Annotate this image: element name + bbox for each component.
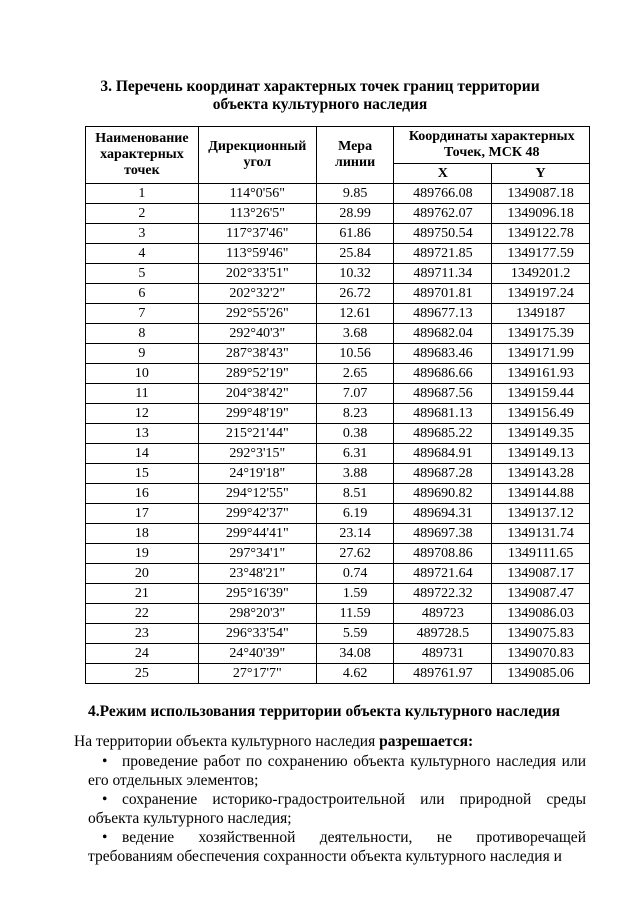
- cell-point: 23: [86, 624, 199, 644]
- cell-measure: 26.72: [316, 284, 394, 304]
- table-row: [86, 564, 590, 584]
- cell-x: 489701.81: [394, 284, 492, 304]
- cell-point: 17: [86, 504, 199, 524]
- cell-y: 1349149.13: [492, 444, 590, 464]
- cell-x: 489711.34: [394, 264, 492, 284]
- cell-x: 489682.04: [394, 324, 492, 344]
- cell-angle: 299°42'37": [198, 504, 316, 524]
- cell-angle: 297°34'1": [198, 544, 316, 564]
- section-3-title-line-2: объекта культурного наследия: [212, 96, 428, 113]
- cell-measure: 4.62: [316, 664, 394, 684]
- header-x: X: [394, 164, 492, 184]
- cell-angle: 292°40'3": [198, 324, 316, 344]
- table-row: [86, 524, 590, 544]
- table-row: [86, 464, 590, 484]
- table-row: [86, 584, 590, 604]
- section-3-title-line-1: 3. Перечень координат характерных точек границ территории: [100, 78, 540, 95]
- cell-y: 1349087.18: [492, 184, 590, 204]
- cell-point: 11: [86, 384, 199, 404]
- header-point-name: Наименование характерных точек: [86, 127, 199, 184]
- cell-angle: 287°38'43": [198, 344, 316, 364]
- table-row: [86, 324, 590, 344]
- cell-angle: 114°0'56": [198, 184, 316, 204]
- cell-point: 16: [86, 484, 199, 504]
- cell-y: 1349171.99: [492, 344, 590, 364]
- cell-y: 1349131.74: [492, 524, 590, 544]
- cell-x: 489722.32: [394, 584, 492, 604]
- table-row: [86, 604, 590, 624]
- bullet-1-line-2: его отдельных элементов;: [88, 772, 259, 789]
- cell-y: 1349201.2: [492, 264, 590, 284]
- bullet-3-line-1: [88, 828, 586, 847]
- cell-point: 14: [86, 444, 199, 464]
- cell-x: 489708.86: [394, 544, 492, 564]
- cell-point: 5: [86, 264, 199, 284]
- cell-point: 18: [86, 524, 199, 544]
- cell-point: 24: [86, 644, 199, 664]
- bullet-3-text: ведение хозяйственной деятельности, не противоречащей: [122, 829, 586, 846]
- bullet-2-line-2: объекта культурного наследия;: [88, 810, 292, 827]
- cell-measure: 12.61: [316, 304, 394, 324]
- table-row: [86, 404, 590, 424]
- bullet-3-line-2: требованиям обеспечения сохранности объекта культурного наследия и: [88, 848, 562, 865]
- cell-point: 20: [86, 564, 199, 584]
- cell-measure: 0.74: [316, 564, 394, 584]
- table-row: [86, 344, 590, 364]
- cell-angle: 113°26'5": [198, 204, 316, 224]
- cell-x: 489681.13: [394, 404, 492, 424]
- cell-angle: 295°16'39": [198, 584, 316, 604]
- cell-y: 1349086.03: [492, 604, 590, 624]
- table-row: [86, 484, 590, 504]
- cell-y: 1349149.35: [492, 424, 590, 444]
- cell-x: 489723: [394, 604, 492, 624]
- cell-x: 489684.91: [394, 444, 492, 464]
- cell-angle: 298°20'3": [198, 604, 316, 624]
- cell-y: 1349161.93: [492, 364, 590, 384]
- cell-measure: 28.99: [316, 204, 394, 224]
- section-4-title: 4.Режим использования территории объекта культурного наследия: [88, 703, 561, 720]
- header-direction-angle: Дирекционный угол: [198, 127, 316, 184]
- cell-y: 1349197.24: [492, 284, 590, 304]
- coordinates-table: [85, 126, 590, 684]
- table-row: [86, 364, 590, 384]
- cell-measure: 2.65: [316, 364, 394, 384]
- cell-point: 25: [86, 664, 199, 684]
- bullet-2-line-1: [88, 790, 586, 809]
- cell-y: 1349187: [492, 304, 590, 324]
- cell-point: 22: [86, 604, 199, 624]
- cell-angle: 202°33'51": [198, 264, 316, 284]
- cell-x: 489750.54: [394, 224, 492, 244]
- cell-y: 1349087.17: [492, 564, 590, 584]
- cell-y: 1349156.49: [492, 404, 590, 424]
- cell-y: 1349070.83: [492, 644, 590, 664]
- table-row: [86, 184, 590, 204]
- cell-point: 3: [86, 224, 199, 244]
- cell-measure: 34.08: [316, 644, 394, 664]
- cell-angle: 202°32'2": [198, 284, 316, 304]
- cell-angle: 294°12'55": [198, 484, 316, 504]
- cell-x: 489690.82: [394, 484, 492, 504]
- cell-y: 1349137.12: [492, 504, 590, 524]
- cell-point: 15: [86, 464, 199, 484]
- table-row: [86, 424, 590, 444]
- cell-y: 1349159.44: [492, 384, 590, 404]
- header-y: Y: [492, 164, 590, 184]
- table-row: [86, 504, 590, 524]
- cell-measure: 6.19: [316, 504, 394, 524]
- cell-measure: 6.31: [316, 444, 394, 464]
- cell-point: 4: [86, 244, 199, 264]
- intro-bold: разрешается:: [379, 733, 474, 750]
- table-row: [86, 264, 590, 284]
- table-row: [86, 624, 590, 644]
- cell-point: 21: [86, 584, 199, 604]
- cell-y: 1349087.47: [492, 584, 590, 604]
- bullet-1-text: проведение работ по сохранению объекта культурного наследия или: [122, 753, 586, 770]
- cell-angle: 27°17'7": [198, 664, 316, 684]
- cell-y: 1349143.28: [492, 464, 590, 484]
- cell-y: 1349122.78: [492, 224, 590, 244]
- bullet-2-text: сохранение историко-градостроительной или природной среды: [122, 791, 586, 808]
- cell-angle: 292°55'26": [198, 304, 316, 324]
- section-3-title: [60, 78, 580, 114]
- cell-x: 489687.56: [394, 384, 492, 404]
- cell-x: 489685.22: [394, 424, 492, 444]
- cell-y: 1349177.59: [492, 244, 590, 264]
- bullet-marker: •: [102, 753, 108, 770]
- table-row: [86, 284, 590, 304]
- cell-angle: 299°48'19": [198, 404, 316, 424]
- cell-y: 1349075.83: [492, 624, 590, 644]
- cell-point: 1: [86, 184, 199, 204]
- permitted-list: [88, 752, 586, 866]
- cell-x: 489762.07: [394, 204, 492, 224]
- table-row: [86, 384, 590, 404]
- table-row: [86, 244, 590, 264]
- cell-point: 8: [86, 324, 199, 344]
- cell-point: 2: [86, 204, 199, 224]
- header-coordinates: Координаты характерных Точек, МСК 48: [394, 127, 590, 164]
- cell-point: 19: [86, 544, 199, 564]
- cell-x: 489694.31: [394, 504, 492, 524]
- cell-measure: 23.14: [316, 524, 394, 544]
- cell-x: 489721.64: [394, 564, 492, 584]
- cell-angle: 215°21'44": [198, 424, 316, 444]
- cell-x: 489677.13: [394, 304, 492, 324]
- permitted-intro: [74, 733, 473, 751]
- cell-x: 489721.85: [394, 244, 492, 264]
- cell-point: 12: [86, 404, 199, 424]
- cell-angle: 289°52'19": [198, 364, 316, 384]
- cell-angle: 117°37'46": [198, 224, 316, 244]
- cell-measure: 3.88: [316, 464, 394, 484]
- cell-x: 489683.46: [394, 344, 492, 364]
- table-row: [86, 304, 590, 324]
- cell-angle: 23°48'21": [198, 564, 316, 584]
- cell-point: 7: [86, 304, 199, 324]
- cell-point: 6: [86, 284, 199, 304]
- bullet-marker: •: [102, 791, 108, 808]
- cell-measure: 1.59: [316, 584, 394, 604]
- header-line-measure: Мера линии: [316, 127, 394, 184]
- cell-x: 489766.08: [394, 184, 492, 204]
- cell-angle: 24°19'18": [198, 464, 316, 484]
- cell-x: 489761.97: [394, 664, 492, 684]
- cell-measure: 8.51: [316, 484, 394, 504]
- cell-point: 13: [86, 424, 199, 444]
- cell-measure: 5.59: [316, 624, 394, 644]
- cell-measure: 8.23: [316, 404, 394, 424]
- table-row: [86, 664, 590, 684]
- cell-measure: 9.85: [316, 184, 394, 204]
- cell-x: 489731: [394, 644, 492, 664]
- bullet-marker: •: [102, 829, 108, 846]
- cell-x: 489728.5: [394, 624, 492, 644]
- cell-x: 489687.28: [394, 464, 492, 484]
- table-row: [86, 544, 590, 564]
- cell-y: 1349085.06: [492, 664, 590, 684]
- cell-y: 1349096.18: [492, 204, 590, 224]
- cell-measure: 7.07: [316, 384, 394, 404]
- cell-measure: 11.59: [316, 604, 394, 624]
- cell-y: 1349111.65: [492, 544, 590, 564]
- table-row: [86, 224, 590, 244]
- cell-measure: 10.56: [316, 344, 394, 364]
- cell-angle: 292°3'15": [198, 444, 316, 464]
- table-row: [86, 204, 590, 224]
- bullet-1-line-1: [88, 752, 586, 771]
- cell-x: 489686.66: [394, 364, 492, 384]
- table-row: [86, 444, 590, 464]
- cell-angle: 113°59'46": [198, 244, 316, 264]
- cell-point: 10: [86, 364, 199, 384]
- cell-measure: 10.32: [316, 264, 394, 284]
- cell-measure: 0.38: [316, 424, 394, 444]
- table-row: [86, 644, 590, 664]
- cell-y: 1349175.39: [492, 324, 590, 344]
- cell-point: 9: [86, 344, 199, 364]
- cell-angle: 204°38'42": [198, 384, 316, 404]
- cell-measure: 25.84: [316, 244, 394, 264]
- cell-angle: 296°33'54": [198, 624, 316, 644]
- cell-y: 1349144.88: [492, 484, 590, 504]
- intro-text: На территории объекта культурного наследия: [74, 733, 380, 750]
- cell-angle: 24°40'39": [198, 644, 316, 664]
- cell-measure: 3.68: [316, 324, 394, 344]
- cell-measure: 61.86: [316, 224, 394, 244]
- cell-x: 489697.38: [394, 524, 492, 544]
- cell-measure: 27.62: [316, 544, 394, 564]
- cell-angle: 299°44'41": [198, 524, 316, 544]
